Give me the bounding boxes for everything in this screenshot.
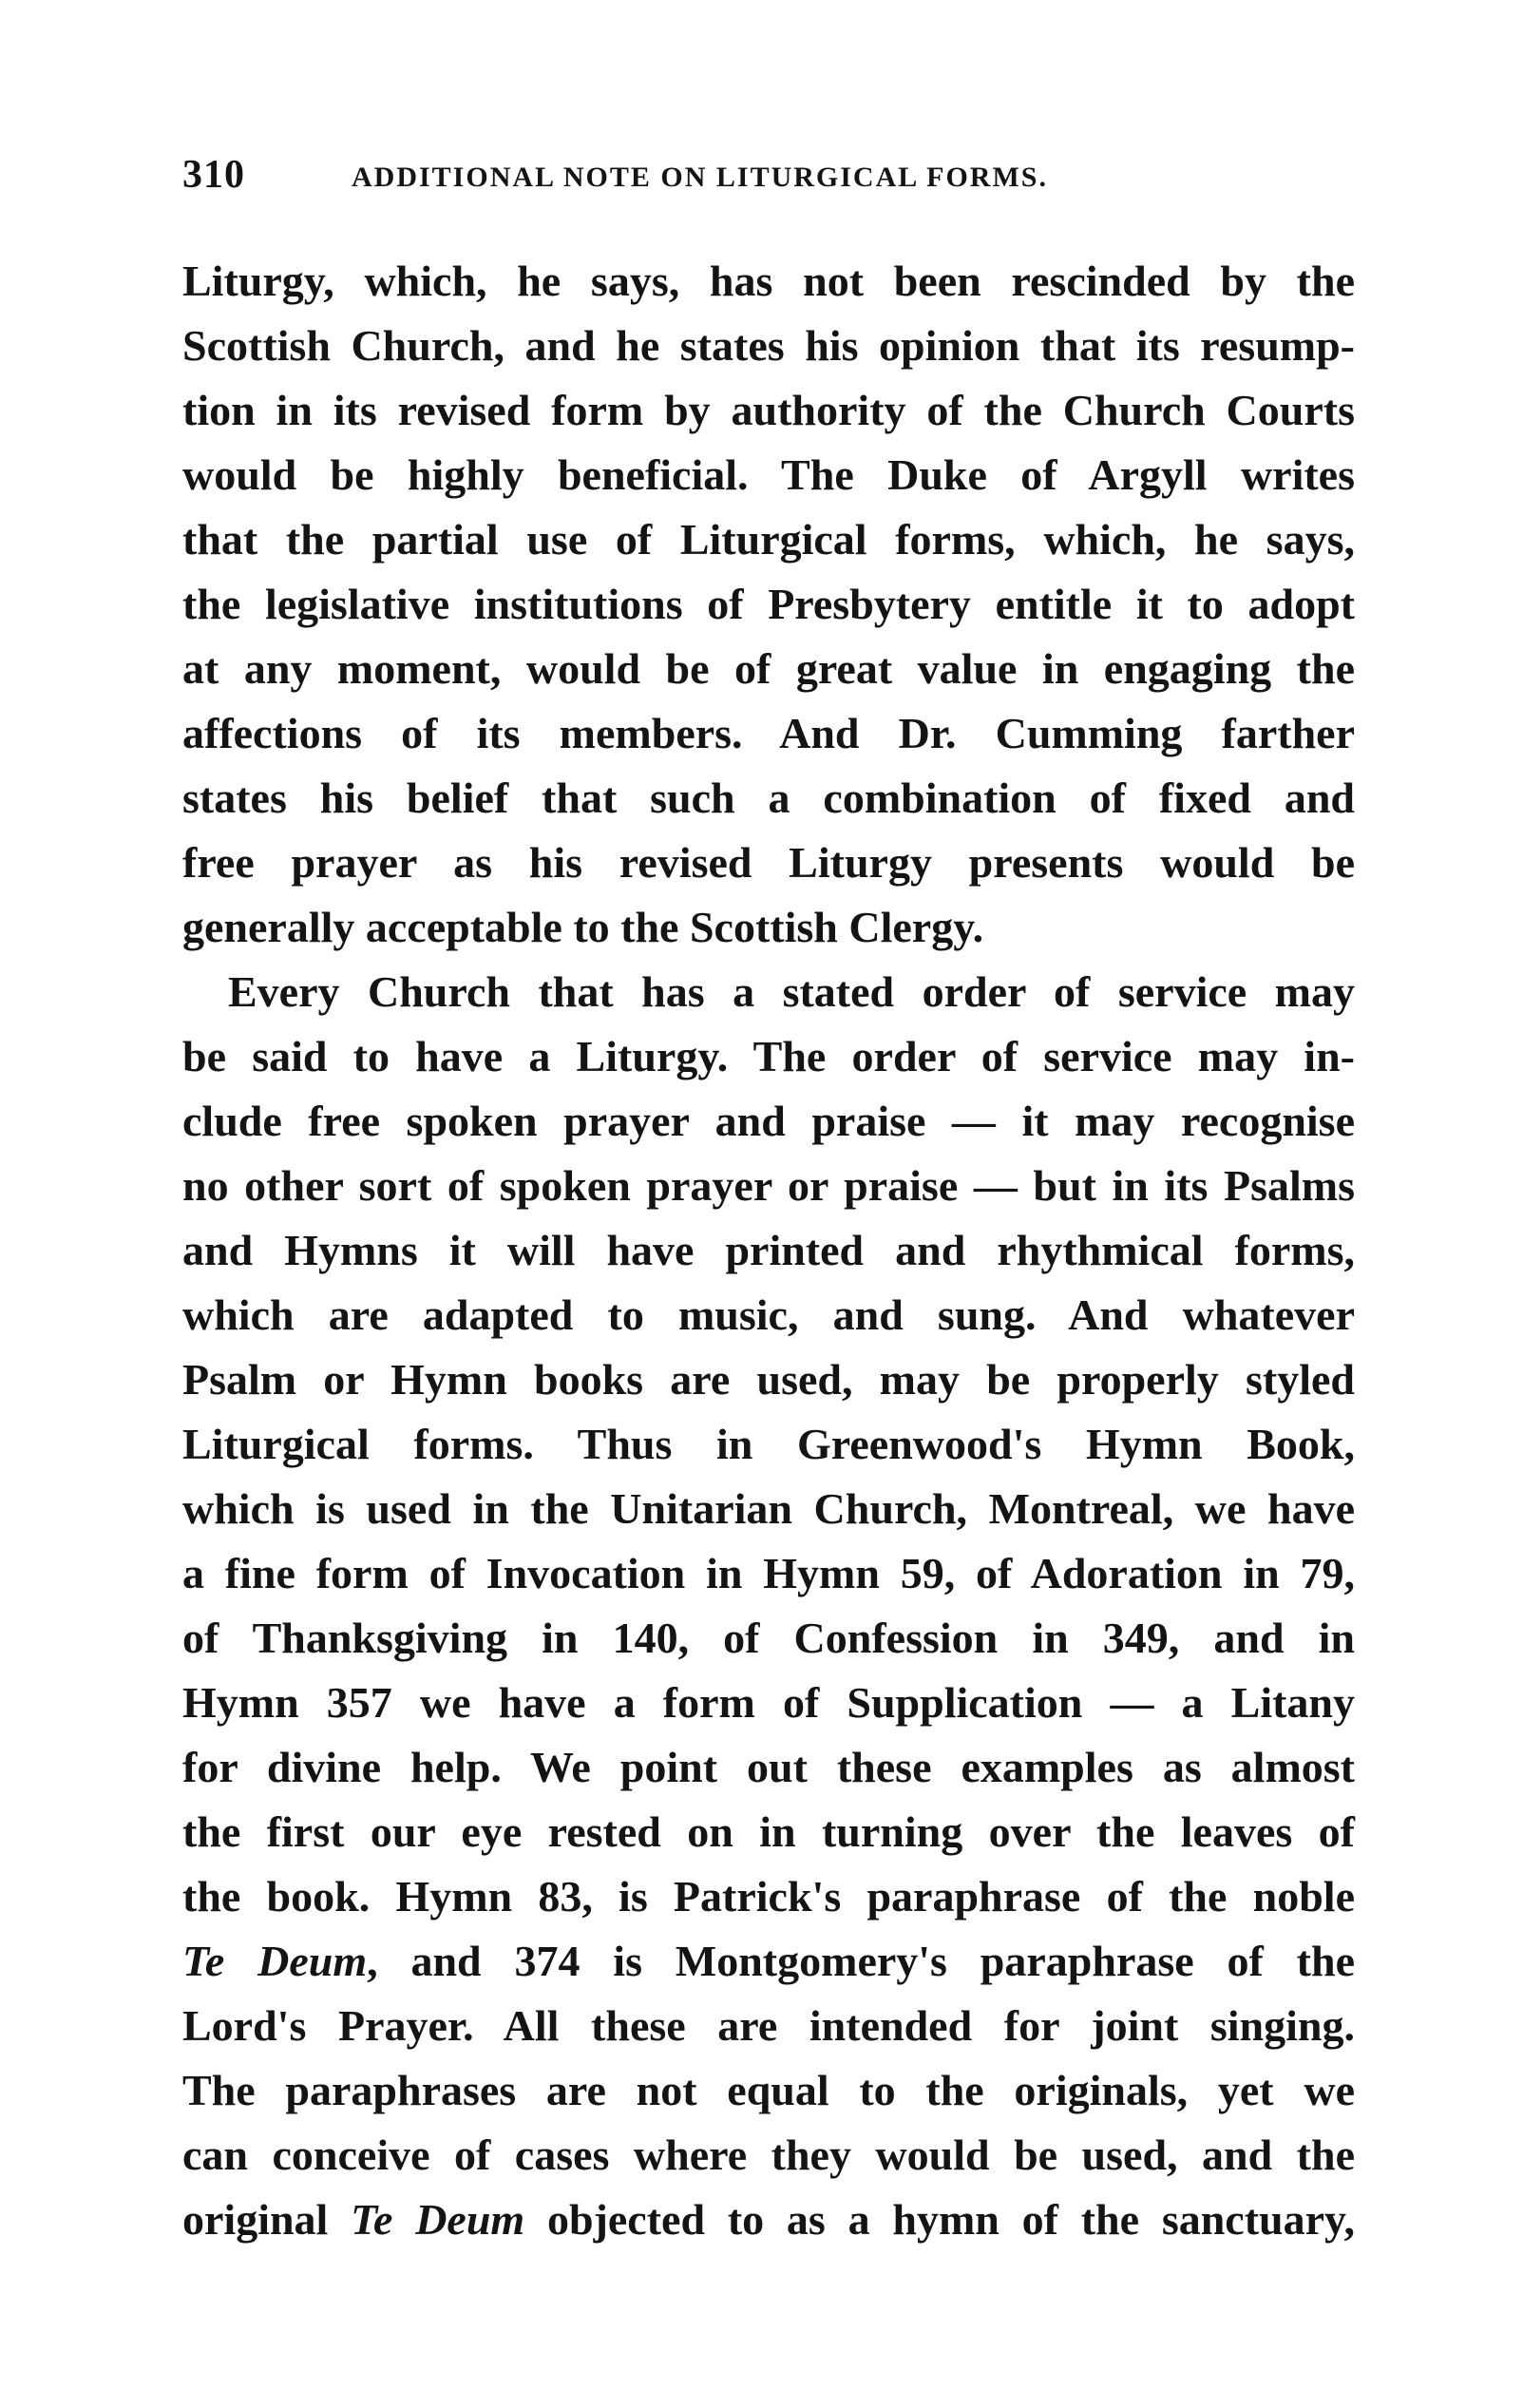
text-line: affections of its members. And Dr. Cumming farther xyxy=(182,709,1355,757)
text-line: a fine form of Invocation in Hymn 59, of Adoration in 79, xyxy=(182,1549,1355,1597)
paragraph-2 xyxy=(182,960,1355,2252)
text-line: Te Deum, and 374 is Montgomery's paraphrase of the xyxy=(182,1937,1355,1985)
text-line: Liturgical forms. Thus in Greenwood's Hymn Book, xyxy=(182,1420,1355,1468)
text-line: which are adapted to music, and sung. And whatever xyxy=(182,1290,1355,1339)
page-number: 310 xyxy=(182,153,245,197)
italic-title: Te Deum xyxy=(351,2195,525,2244)
text-line: free prayer as his revised Liturgy presents would be xyxy=(182,838,1355,887)
text-line: of Thanksgiving in 140, of Confession in 349, and in xyxy=(182,1614,1355,1662)
text-line: that the partial use of Liturgical forms, which, he says, xyxy=(182,515,1355,564)
text-line: The paraphrases are not equal to the originals, yet we xyxy=(182,2066,1355,2114)
text-line: which is used in the Unitarian Church, Montreal, we have xyxy=(182,1484,1355,1533)
text-line: clude free spoken prayer and praise — it may recognise xyxy=(182,1097,1355,1145)
text-line: generally acceptable to the Scottish Clergy. xyxy=(182,903,984,951)
text-line: would be highly beneficial. The Duke of Argyll writes xyxy=(182,450,1355,499)
text-line: Liturgy, which, he says, has not been rescinded by the xyxy=(182,257,1355,305)
text-line: states his belief that such a combination of fixed and xyxy=(182,774,1355,822)
text-line: Psalm or Hymn books are used, may be properly styled xyxy=(182,1355,1355,1404)
text-line: tion in its revised form by authority of the Church Courts xyxy=(182,386,1355,434)
text-line: the legislative institutions of Presbytery entitle it to adopt xyxy=(182,580,1355,628)
text-line: at any moment, would be of great value in engaging the xyxy=(182,644,1355,693)
text-line: no other sort of spoken prayer or praise — but in its Psalms xyxy=(182,1161,1355,1210)
text-line: be said to have a Liturgy. The order of service may in- xyxy=(182,1032,1355,1080)
text-line: Scottish Church, and he states his opinion that its resump- xyxy=(182,321,1355,370)
paragraph-1 xyxy=(182,249,1355,960)
running-head: ADDITIONAL NOTE ON LITURGICAL FORMS. xyxy=(352,162,1048,193)
text-line: original Te Deum objected to as a hymn of the sanctuary, xyxy=(182,2195,1356,2244)
body-text xyxy=(182,249,1355,2252)
text-line: for divine help. We point out these examples as almost xyxy=(182,1743,1355,1791)
text-line: the book. Hymn 83, is Patrick's paraphrase of the noble xyxy=(182,1872,1355,1921)
text-line: can conceive of cases where they would be used, and the xyxy=(182,2131,1355,2179)
text-line: Every Church that has a stated order of service may xyxy=(228,967,1355,1016)
italic-title: Te Deum xyxy=(182,1937,368,1985)
text-line: and Hymns it will have printed and rhythmical forms, xyxy=(182,1226,1355,1274)
text-line: Lord's Prayer. All these are intended for joint singing. xyxy=(182,2001,1355,2050)
text-line: Hymn 357 we have a form of Supplication — a Litany xyxy=(182,1678,1355,1727)
text-line: the first our eye rested on in turning over the leaves of xyxy=(182,1807,1355,1856)
page-header xyxy=(182,152,1361,209)
